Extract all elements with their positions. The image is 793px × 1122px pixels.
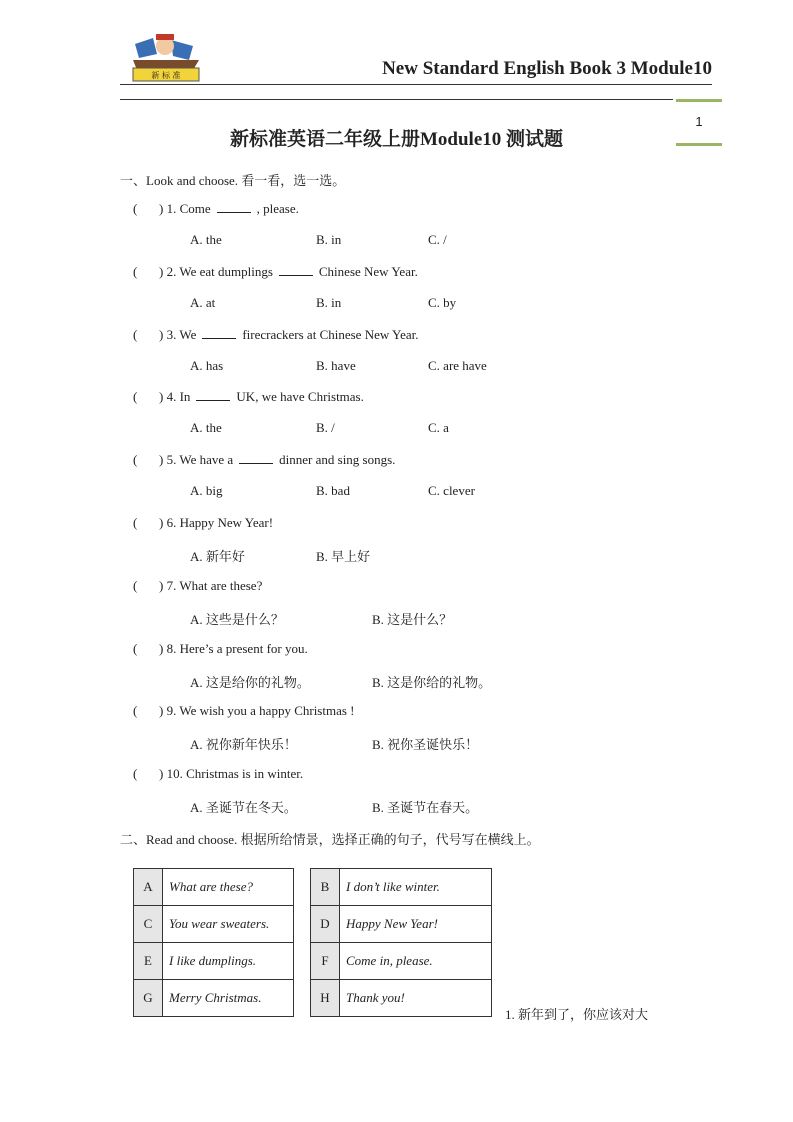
answer-paren[interactable]: ( [133, 201, 138, 216]
option-b[interactable]: B. 祝你圣诞快乐！ [372, 737, 479, 753]
answer-paren[interactable]: ( [133, 515, 138, 530]
question-2 [133, 264, 418, 280]
question-text: ) 7. What are these? [159, 577, 263, 593]
answer-paren[interactable]: ( [133, 577, 138, 593]
answer-paren[interactable]: ( [133, 326, 138, 342]
choice-row [134, 943, 294, 980]
choice-row [311, 869, 492, 906]
choice-sentence: I don’t like winter. [340, 869, 492, 906]
option-a[interactable]: A. has [190, 357, 224, 373]
option-b[interactable]: B. 早上好 [316, 549, 371, 564]
option-a[interactable]: A. 祝你新年快乐！ [190, 737, 297, 753]
option-b[interactable]: B. in [316, 294, 342, 310]
choice-row [134, 906, 294, 943]
question-text: ) 10. Christmas is in winter. [159, 766, 304, 782]
choice-letter: A [134, 869, 163, 906]
option-a[interactable]: A. 这是给你的礼物。 [190, 674, 310, 690]
question-text-after: , please. [256, 201, 299, 216]
choice-sentence: I like dumplings. [163, 943, 294, 980]
question-text: ) 9. We wish you a happy Christmas ! [159, 703, 355, 719]
answer-blank[interactable] [196, 390, 230, 401]
option-a[interactable]: A. big [190, 483, 223, 499]
question-4 [133, 389, 364, 405]
question-8 [133, 641, 308, 657]
choice-letter: G [134, 980, 163, 1017]
question-text: ) 6. Happy New Year! [159, 515, 274, 530]
choice-letter: C [134, 906, 163, 943]
choice-sentence: Merry Christmas. [163, 980, 294, 1017]
option-c[interactable]: C. clever [428, 483, 475, 499]
question-9 [133, 703, 355, 719]
option-a[interactable]: A. at [190, 294, 216, 310]
option-a[interactable]: A. 圣诞节在冬天。 [190, 800, 297, 816]
answer-paren[interactable]: ( [133, 703, 138, 719]
page-number: 1 [695, 114, 703, 129]
question-5 [133, 452, 395, 468]
document-title: 新标准英语二年级上册Module10 测试题 [229, 129, 564, 150]
question-text: ) 8. Here’s a present for you. [159, 640, 308, 656]
option-c[interactable]: C. / [428, 232, 447, 247]
question-text-after: UK, we have Christmas. [236, 389, 364, 405]
header-title: New Standard English Book 3 Module10 [382, 58, 712, 79]
option-b[interactable]: B. have [316, 357, 356, 373]
choice-row [311, 943, 492, 980]
page-marker-top [676, 99, 722, 102]
option-a[interactable]: A. the [190, 232, 222, 247]
choice-letter: F [311, 943, 340, 980]
choice-table-left [133, 868, 294, 1017]
answer-paren[interactable]: ( [133, 452, 138, 468]
answer-paren[interactable]: ( [133, 263, 138, 279]
choice-letter: H [311, 980, 340, 1017]
answer-paren[interactable]: ( [133, 766, 138, 782]
option-b[interactable]: B. in [316, 232, 342, 247]
section2-heading: 二、Read and choose. 根据所给情景，选择正确的句子，代号写在横线上。 [120, 832, 540, 847]
answer-blank[interactable] [239, 453, 273, 464]
section1-heading: 一、Look and choose. 看一看，选一选。 [120, 173, 346, 188]
option-a[interactable]: A. the [190, 420, 222, 436]
choice-letter: B [311, 869, 340, 906]
sub-rule [120, 99, 673, 100]
option-a[interactable]: A. 新年好 [190, 549, 245, 564]
answer-blank[interactable] [202, 328, 236, 339]
question-10 [133, 766, 303, 782]
publisher-logo [127, 30, 205, 82]
choice-sentence: Thank you! [340, 980, 492, 1017]
question-1 [133, 201, 299, 217]
choice-sentence: You wear sweaters. [163, 906, 294, 943]
choice-letter: E [134, 943, 163, 980]
header-rule [120, 84, 712, 85]
option-a[interactable]: A. 这些是什么？ [190, 611, 284, 627]
choice-row [311, 906, 492, 943]
option-c[interactable]: C. by [428, 294, 457, 310]
option-b[interactable]: B. 这是你给的礼物。 [372, 674, 492, 690]
choice-row [134, 869, 294, 906]
question-text-after: firecrackers at Chinese New Year. [242, 326, 419, 342]
option-c[interactable]: C. a [428, 420, 449, 436]
scenario-item-1: 1. 新年到了，你应该对大 [505, 1007, 649, 1022]
choice-sentence: Happy New Year! [340, 906, 492, 943]
question-7 [133, 578, 262, 594]
question-text: ) 3. We [159, 326, 197, 342]
option-c[interactable]: C. are have [428, 357, 487, 373]
page-marker-bottom [676, 143, 722, 146]
logo-text: 新 标 准 [151, 71, 181, 80]
choice-letter: D [311, 906, 340, 943]
option-b[interactable]: B. 这是什么？ [372, 611, 453, 627]
question-text: ) 5. We have a [159, 452, 234, 468]
answer-paren[interactable]: ( [133, 389, 138, 405]
question-6 [133, 515, 273, 531]
choice-sentence: Come in, please. [340, 943, 492, 980]
question-text: ) 4. In [159, 389, 191, 405]
answer-paren[interactable]: ( [133, 640, 138, 656]
question-text-after: Chinese New Year. [318, 263, 418, 279]
question-text: ) 1. Come [159, 201, 211, 216]
choice-row [311, 980, 492, 1017]
question-text-after: dinner and sing songs. [279, 452, 396, 468]
choice-row [134, 980, 294, 1017]
answer-blank[interactable] [279, 265, 313, 276]
question-3 [133, 327, 419, 343]
option-b[interactable]: B. bad [316, 483, 350, 499]
option-b[interactable]: B. 圣诞节在春天。 [372, 800, 479, 816]
answer-blank[interactable] [217, 202, 251, 213]
choice-table-right [310, 868, 492, 1017]
choice-sentence: What are these? [163, 869, 294, 906]
question-text: ) 2. We eat dumplings [159, 263, 273, 279]
option-b[interactable]: B. / [316, 420, 335, 436]
